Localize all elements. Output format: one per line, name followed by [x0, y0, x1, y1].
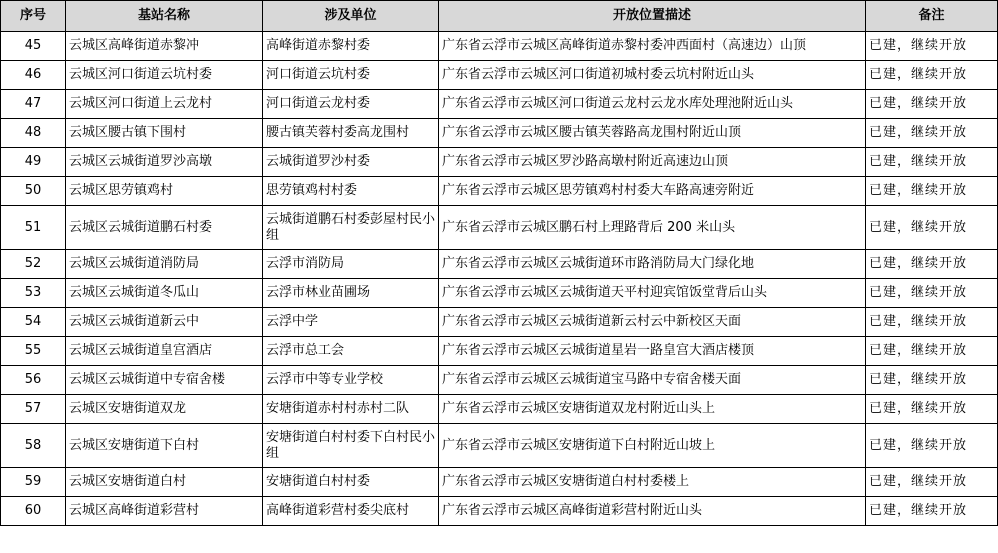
location-cell: 广东省云浮市云城区思劳镇鸡村村委大车路高速旁附近 — [439, 177, 866, 206]
note-cell: 已建，继续开放 — [866, 119, 998, 148]
table-row — [1, 366, 998, 395]
station-name-cell: 云城区安塘街道双龙 — [66, 395, 263, 424]
unit-cell: 云浮市林业苗圃场 — [263, 279, 439, 308]
row-index: 54 — [1, 308, 66, 337]
note-cell: 已建，继续开放 — [866, 206, 998, 250]
location-cell: 广东省云浮市云城区河口街道初城村委云坑村附近山头 — [439, 61, 866, 90]
row-index: 59 — [1, 468, 66, 497]
station-name-cell: 云城区河口街道云坑村委 — [66, 61, 263, 90]
row-index: 47 — [1, 90, 66, 119]
station-name-cell: 云城区高峰街道彩营村 — [66, 497, 263, 526]
row-index: 52 — [1, 250, 66, 279]
table-row — [1, 279, 998, 308]
unit-cell: 河口街道云龙村委 — [263, 90, 439, 119]
station-name-cell: 云城区思劳镇鸡村 — [66, 177, 263, 206]
note-cell: 已建，继续开放 — [866, 424, 998, 468]
row-index: 50 — [1, 177, 66, 206]
note-cell: 已建，继续开放 — [866, 177, 998, 206]
unit-cell: 云浮市消防局 — [263, 250, 439, 279]
unit-cell: 高峰街道彩营村委尖底村 — [263, 497, 439, 526]
note-cell: 已建，继续开放 — [866, 468, 998, 497]
unit-cell: 腰古镇芙蓉村委高龙围村 — [263, 119, 439, 148]
table-header-row — [1, 1, 998, 32]
row-index: 46 — [1, 61, 66, 90]
station-name-cell: 云城区河口街道上云龙村 — [66, 90, 263, 119]
header-index: 序号 — [1, 1, 66, 32]
note-cell: 已建，继续开放 — [866, 308, 998, 337]
note-cell: 已建，继续开放 — [866, 148, 998, 177]
note-cell: 已建，继续开放 — [866, 337, 998, 366]
table-row — [1, 61, 998, 90]
location-cell: 广东省云浮市云城区高峰街道彩营村附近山头 — [439, 497, 866, 526]
location-cell: 广东省云浮市云城区云城街道宝马路中专宿舍楼天面 — [439, 366, 866, 395]
unit-cell: 安塘街道赤村村赤村二队 — [263, 395, 439, 424]
station-name-cell: 云城区云城街道新云中 — [66, 308, 263, 337]
location-cell: 广东省云浮市云城区安塘街道双龙村附近山头上 — [439, 395, 866, 424]
note-cell: 已建，继续开放 — [866, 32, 998, 61]
table-row — [1, 206, 998, 250]
table-row — [1, 148, 998, 177]
row-index: 55 — [1, 337, 66, 366]
location-cell: 广东省云浮市云城区云城街道星岩一路皇宫大酒店楼顶 — [439, 337, 866, 366]
header-location: 开放位置描述 — [439, 1, 866, 32]
row-index: 58 — [1, 424, 66, 468]
unit-cell: 安塘街道白村村委 — [263, 468, 439, 497]
location-cell: 广东省云浮市云城区高峰街道赤黎村委冲西面村（高速边）山顶 — [439, 32, 866, 61]
table-row — [1, 250, 998, 279]
unit-cell: 云浮市总工会 — [263, 337, 439, 366]
row-index: 45 — [1, 32, 66, 61]
table-row — [1, 497, 998, 526]
station-name-cell: 云城区云城街道冬瓜山 — [66, 279, 263, 308]
unit-cell: 思劳镇鸡村村委 — [263, 177, 439, 206]
station-name-cell: 云城区安塘街道下白村 — [66, 424, 263, 468]
table-row — [1, 424, 998, 468]
row-index: 51 — [1, 206, 66, 250]
row-index: 48 — [1, 119, 66, 148]
location-cell: 广东省云浮市云城区云城街道新云村云中新校区天面 — [439, 308, 866, 337]
table-row — [1, 119, 998, 148]
location-cell: 广东省云浮市云城区云城街道天平村迎宾馆饭堂背后山头 — [439, 279, 866, 308]
unit-cell: 河口街道云坑村委 — [263, 61, 439, 90]
station-name-cell: 云城区云城街道皇宫酒店 — [66, 337, 263, 366]
table-row — [1, 468, 998, 497]
unit-cell: 高峰街道赤黎村委 — [263, 32, 439, 61]
note-cell: 已建，继续开放 — [866, 61, 998, 90]
unit-cell: 安塘街道白村村委下白村民小组 — [263, 424, 439, 468]
table-row — [1, 337, 998, 366]
header-station-name: 基站名称 — [66, 1, 263, 32]
row-index: 56 — [1, 366, 66, 395]
table-row — [1, 395, 998, 424]
row-index: 60 — [1, 497, 66, 526]
unit-cell: 云城街道罗沙村委 — [263, 148, 439, 177]
station-name-cell: 云城区云城街道中专宿舍楼 — [66, 366, 263, 395]
row-index: 49 — [1, 148, 66, 177]
unit-cell: 云浮市中等专业学校 — [263, 366, 439, 395]
header-note: 备注 — [866, 1, 998, 32]
note-cell: 已建，继续开放 — [866, 279, 998, 308]
station-name-cell: 云城区云城街道鹏石村委 — [66, 206, 263, 250]
station-name-cell: 云城区腰古镇下围村 — [66, 119, 263, 148]
station-name-cell: 云城区云城街道消防局 — [66, 250, 263, 279]
unit-cell: 云城街道鹏石村委彭屋村民小组 — [263, 206, 439, 250]
location-cell: 广东省云浮市云城区云城街道环市路消防局大门绿化地 — [439, 250, 866, 279]
note-cell: 已建，继续开放 — [866, 497, 998, 526]
location-cell: 广东省云浮市云城区腰古镇芙蓉路高龙围村附近山顶 — [439, 119, 866, 148]
location-cell: 广东省云浮市云城区安塘街道白村村委楼上 — [439, 468, 866, 497]
table-row — [1, 32, 998, 61]
note-cell: 已建，继续开放 — [866, 395, 998, 424]
location-cell: 广东省云浮市云城区罗沙路高墩村附近高速边山顶 — [439, 148, 866, 177]
unit-cell: 云浮中学 — [263, 308, 439, 337]
table-row — [1, 308, 998, 337]
note-cell: 已建，继续开放 — [866, 90, 998, 119]
note-cell: 已建，继续开放 — [866, 250, 998, 279]
note-cell: 已建，继续开放 — [866, 366, 998, 395]
row-index: 53 — [1, 279, 66, 308]
table-row — [1, 90, 998, 119]
station-name-cell: 云城区高峰街道赤黎冲 — [66, 32, 263, 61]
row-index: 57 — [1, 395, 66, 424]
station-name-cell: 云城区云城街道罗沙高墩 — [66, 148, 263, 177]
location-cell: 广东省云浮市云城区鹏石村上理路背后 200 米山头 — [439, 206, 866, 250]
location-cell: 广东省云浮市云城区安塘街道下白村附近山坡上 — [439, 424, 866, 468]
header-unit: 涉及单位 — [263, 1, 439, 32]
table-row — [1, 177, 998, 206]
station-name-cell: 云城区安塘街道白村 — [66, 468, 263, 497]
location-cell: 广东省云浮市云城区河口街道云龙村云龙水库处理池附近山头 — [439, 90, 866, 119]
